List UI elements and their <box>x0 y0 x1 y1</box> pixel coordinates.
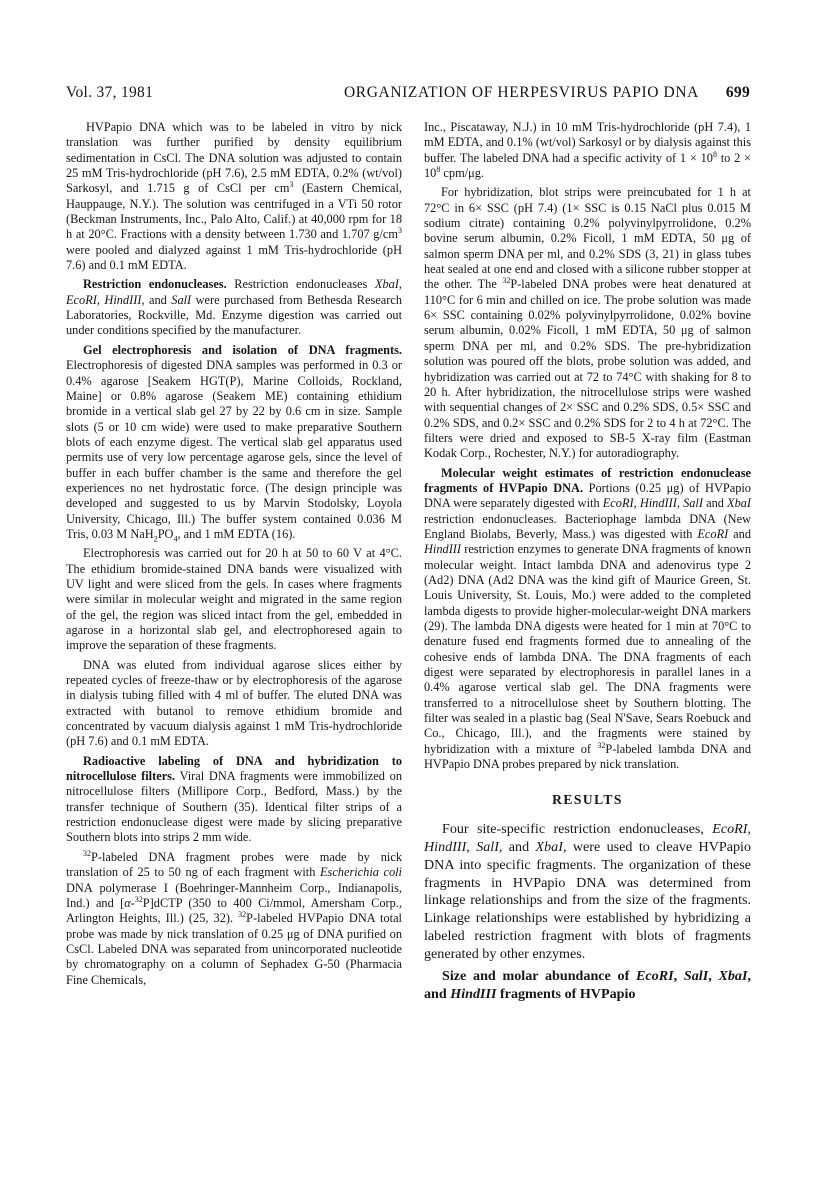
section-heading: Radioactive labeling of DNA and hybridization to nitrocellulose filters. <box>66 753 402 784</box>
right-column <box>424 120 751 1007</box>
paragraph-gel-electrophoresis: Gel electrophoresis and isolation of DNA fragments. Electrophoresis of digested DNA samples was performed in 0.3 or 0.4% agarose [Seakem HGT(P), Marine Colloids, Rockland, Maine] or 0.8% agarose (Seakem ME) containing ethidium bromide in a vertical slab gel 27 by 22 by 0.6 cm in size. Sample slots (5 or 10 cm wide) were used to make preparative Southern blots of each enzyme digest. The vertical slab gel apparatus used permits use of very low percentage agarose gels, since the level of buffer in each buffer chamber is the same and therefore the gel experiences no net hydrostatic force. (The design principle was developed and suggested to us by Marvin Stodolsky, Loyola University, Chicago, Ill.) The buffer system contained 0.036 M Tris, 0.03 M $NaH_2PO_4$, and 1 mM EDTA (16). <box>66 342 402 544</box>
running-header <box>66 84 750 108</box>
paragraph-restriction-endonucleases: Restriction endonucleases. Restriction endonucleases XbaI, EcoRI, HindIII, and SalI were purchased from Bethesda Research Laboratories, Rockville, Md. Enzyme digestion was carried out under conditions specified by the manufacturer. <box>66 277 402 338</box>
page-number: 699 <box>725 84 750 101</box>
results-body <box>424 821 751 1003</box>
running-title: ORGANIZATION OF HERPESVIRUS PAPIO DNA <box>344 84 699 101</box>
volume-label: Vol. 37, 1981 <box>66 84 154 101</box>
left-column <box>66 120 402 992</box>
paragraph-dna-elution: DNA was eluted from individual agarose slices either by repeated cycles of freeze-thaw or by electrophoresis of the agarose in dialysis tubing filled with 4 ml of buffer. The eluted DNA was extracted with butanol to remove ethidium bromide and concentrated by vacuum dialysis against 1 mM Tris-hydrochloride (pH 7.6) and 0.1 mM EDTA. <box>66 657 402 749</box>
section-heading: Molecular weight estimates of restriction endonuclease fragments of HVPapio DNA. <box>424 465 751 495</box>
section-heading: Restriction endonucleases. <box>83 277 227 292</box>
paragraph-radioactive-labeling: Radioactive labeling of DNA and hybridization to nitrocellulose filters. Viral DNA fragments were immobilized on nitrocellulose filters (Millipore Corp., Bedford, Mass.) by the transfer technique of Southern (35). Identical filter strips of a restriction endonuclease digest were made by slicing preparative Southern blots into strips 2 mm wide. <box>66 753 402 845</box>
section-heading: Gel electrophoresis and isolation of DNA fragments. <box>83 342 402 357</box>
subsection-heading: Size and molar abundance of EcoRI, SalI, XbaI, and HindIII fragments of HVPapio <box>424 968 751 1002</box>
paragraph-molecular-weight: Molecular weight estimates of restriction endonuclease fragments of HVPapio DNA. Portions (0.25 μg) of HVPapio DNA were separately digested with EcoRI, HindIII, SalI and XbaI restriction endonucleases. Bacteriophage lambda DNA (New England Biolabs, Beverly, Mass.) was digested with EcoRI and HindIII restriction enzymes to generate DNA fragments of known molecular weight. Intact lambda DNA and adenovirus type 2 (Ad2) DNA (Ad2 DNA was the kind gift of Maurice Green, St. Louis University, St. Louis, Mo.) were added to the completed lambda digests to provide higher-molecular-weight DNA markers (29). The lambda DNA digests were heated for 1 min at 70°C to denature fused end fragments formed due to annealing of the cohesive ends of lambda DNA. The DNA fragments of each digest were separated by electrophoresis in parallel lanes in a 0.4% agarose vertical slab gel. The DNA fragments were transferred to a nitrocellulose sheet by Southern blotting. The filter was sealed in a plastic bag (Seal N'Save, Sears Roebuck and Co., Chicago, Ill.), and the fragments were stained by hybridization with a mixture of $^{32}$P-labeled lambda DNA and HVPapio DNA probes prepared by nick translation. <box>424 465 752 772</box>
paragraph-probe-preparation: $^{32}$P-labeled DNA fragment probes were made by nick translation of 25 to 50 ng of each fragment with Escherichia coli DNA polymerase I (Boehringer-Mannheim Corp., Indianapolis, Ind.) and [α-$^{32}$P]dCTP (350 to 400 Ci/mmol, Amersham Corp., Arlington Heights, Ill.) (25, 32). $^{32}$P-labeled HVPapio DNA total probe was made by nick translation of 0.25 μg of DNA purified on CsCl. Labeled DNA was separated from unincorporated nucleotide by chromatography on a column of Sephadex G-50 (Pharmacia Fine Chemicals, <box>66 848 402 987</box>
paragraph-hybridization: For hybridization, blot strips were preincubated for 1 h at 72°C in 6× SSC (pH 7.4) (1× SSC is 0.15 NaCl plus 0.015 M sodium citrate) containing 0.2% polyvinylpyrrolidone, 0.2% bovine serum albumin, 0.2% Ficoll, 1 mM EDTA, 50 μg of salmon sperm DNA per ml, and 0.2% SDS (3, 21) in glass tubes heat sealed at one end and closed with a silicone rubber stopper at the other. The $^{32}$P-labeled DNA probes were heat denatured at 110°C for 6 min and chilled on ice. The probe solution was made 6× SSC containing 0.02% polyvinylpyrrolidone, 0.02% bovine serum albumin, 0.02% Ficoll, 1 mM EDTA, 50 μg of salmon sperm DNA per ml, and 0.2% SDS. The pre-hybridization solution was poured off the blots, probe solution was added, and hybridization was carried out at 72 to 74°C with shaking for 8 to 20 h. After hybridization, the nitrocellulose strips were washed with sequential changes of 2× SSC and 0.2% SDS, 0.5× SSC and 0.2% SDS, and 0.2× SSC and 0.2% SDS for 2 to 4 h at 72°C. The filters were dried and exposed to SB-5 X-ray film (Eastman Kodak Corp., Rochester, N.Y.) for autoradiography. <box>424 185 751 461</box>
paragraph-sephadex-continued: Inc., Piscataway, N.J.) in 10 mM Tris-hydrochloride (pH 7.4), 1 mM EDTA, and 0.1% (wt/vol) Sarkosyl or by dialysis against this buffer. The labeled DNA had a specific activity of $1 \times 10^8$ to $2 \times 10^8$ cpm/μg. <box>424 120 751 181</box>
paragraph-cscl-purification: HVPapio DNA which was to be labeled in vitro by nick translation was further purified by density equilibrium sedimentation in CsCl. The DNA solution was adjusted to contain 25 mM Tris-hydrochloride (pH 7.6), 2.5 mM EDTA, 0.2% (wt/vol) Sarkosyl, and 1.715 g of CsCl per $cm^3$ (Eastern Chemical, Hauppauge, N.Y.). The solution was centrifuged in a VTi 50 rotor (Beckman Instruments, Inc., Palo Alto, Calif.) at 40,000 rpm for 18 h at 20°C. Fractions with a density between 1.730 and 1.707 $g/cm^3$ were pooled and dialyzed against 1 mM Tris-hydrochloride (pH 7.6) and 0.1 mM EDTA. <box>66 120 403 273</box>
paragraph-electrophoresis-conditions: Electrophoresis was carried out for 20 h at 50 to 60 V at 4°C. The ethidium bromide-stained DNA bands were visualized with UV light and were sliced from the gels. In cases where fragments were similar in molecular weight and migrated in the same region of the gel, the region was sliced intact from the gel, embedded in agarose in a horizontal slab gel, and electrophoresed again to improve the separation of these fragments. <box>66 546 402 653</box>
results-heading: RESULTS <box>552 792 623 808</box>
paragraph-results-intro: Four site-specific restriction endonucleases, EcoRI, HindIII, SalI, and XbaI, were used to cleave HVPapio DNA into specific fragments. The organization of these fragments in HVPapio DNA was determined from linkage relationships and from the size of the fragments. Linkage relationships were established by hybridizing a labeled restriction fragment with blots of fragments generated by other enzymes. <box>424 820 751 963</box>
